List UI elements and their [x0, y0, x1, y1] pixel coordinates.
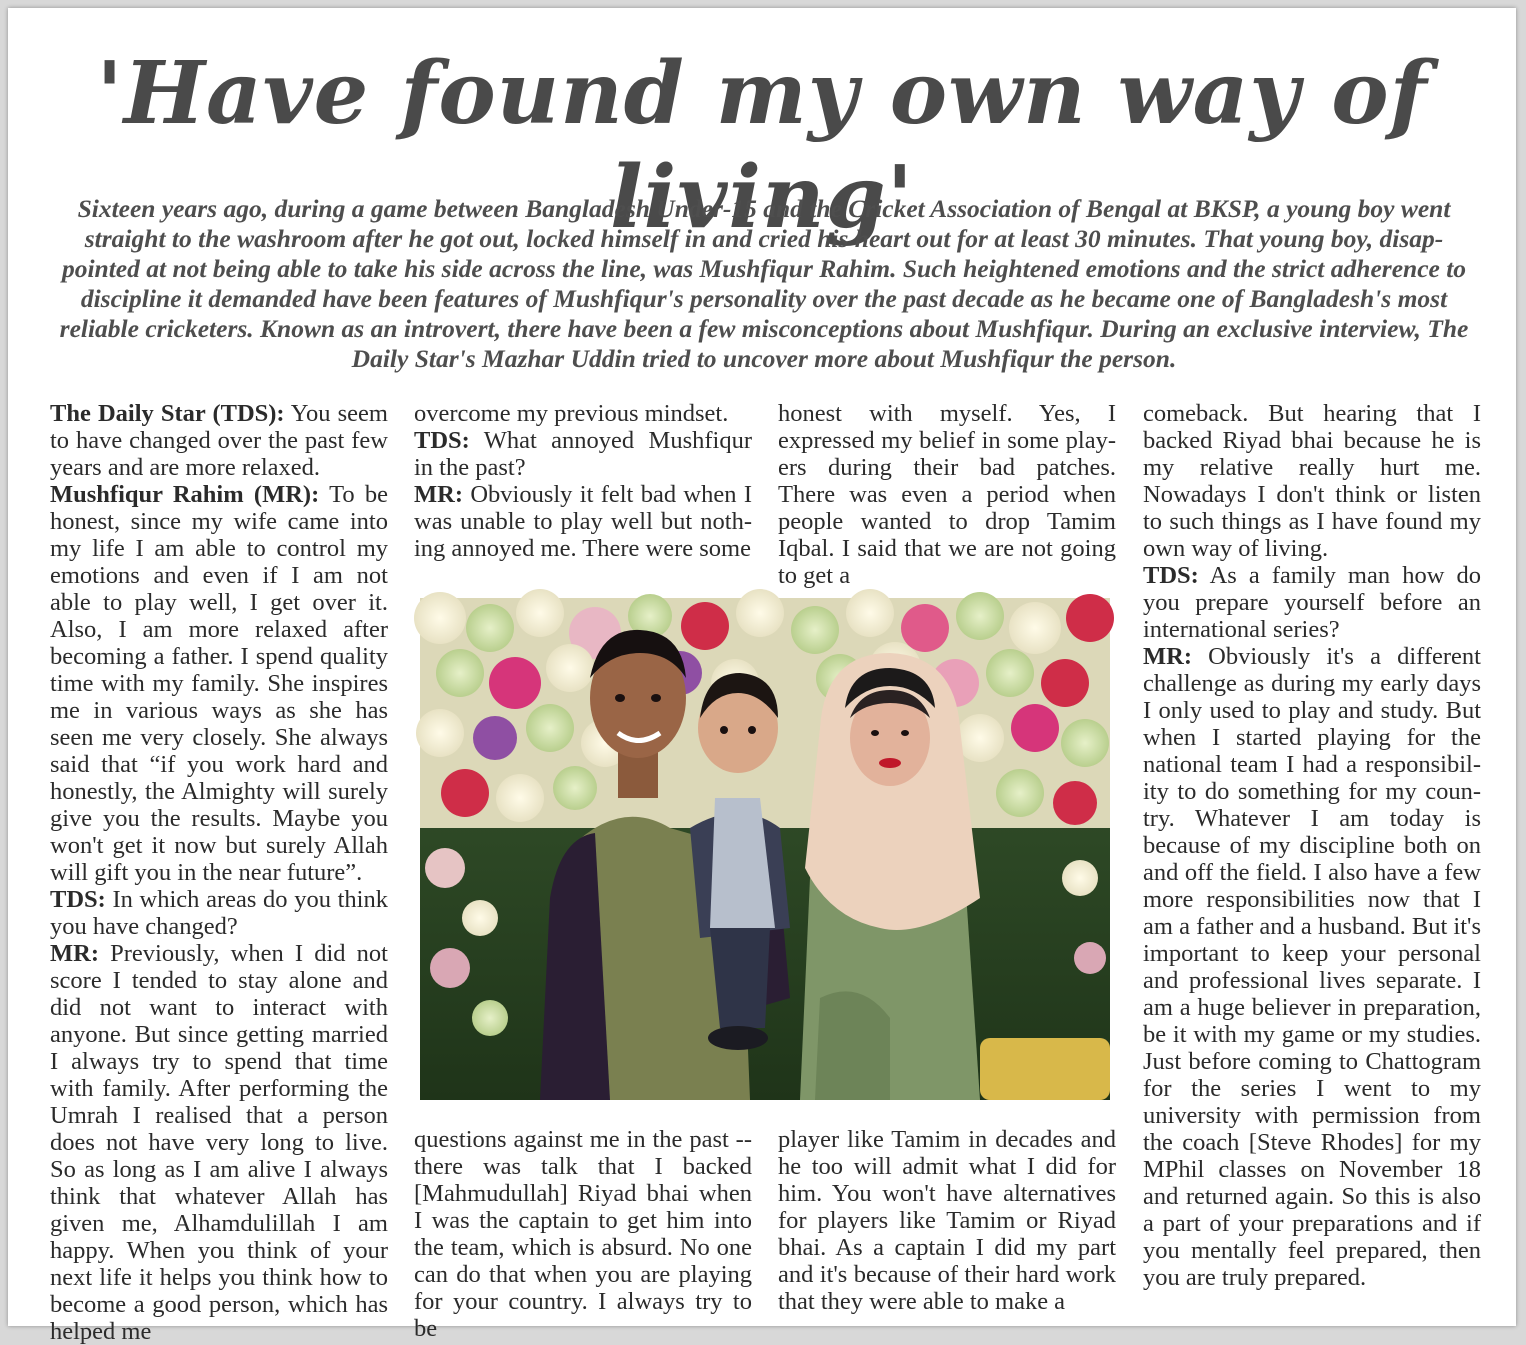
- speaker-label: MR:: [414, 481, 463, 508]
- woman-figure: [800, 653, 980, 1100]
- body-text: comeback. But hearing that I backed Riyad bhai because he is my relative really hurt me. Nowadays I don't think or listen to such things as I have found my own way of living.: [1143, 400, 1481, 562]
- column-2-top: [414, 400, 752, 562]
- family-photo: [420, 598, 1110, 1100]
- speaker-label: TDS:: [1143, 562, 1199, 589]
- question-text: As a family man how do you prepare yourself before an international series?: [1143, 562, 1481, 643]
- column-3-top: [778, 400, 1116, 589]
- body-text: questions against me in the past -- there was talk that I backed [Mahmudullah] Riyad bhai when I was the captain to get him into the team, which is absurd. No one can do that when you are playing for your country. I always try to be: [414, 1126, 752, 1342]
- interview-answer: [50, 481, 388, 886]
- question-text: You seem to have changed over the past few years and are more relaxed.: [50, 400, 388, 481]
- speaker-label: Mushfiqur Rahim (MR):: [50, 481, 320, 508]
- speaker-label: TDS:: [50, 886, 106, 913]
- column-2-bottom: [414, 1126, 752, 1342]
- newspaper-page: [8, 8, 1516, 1345]
- answer-text: Obviously it's a different challenge as during my early days I only used to play and study. But when I started playing for the national team I had a responsibility to do something for my country. Whatever I am today is because of my discipline both on and off the field. I also have a few more responsibilities now that I am a father and a husband. But it's important to keep your personal and professional lives separate. I am a huge believer in preparation, be it with my game or my studies. Just before coming to Chattogram for the series I went to my university with permission from the coach [Steve Rhodes] for my MPhil classes on November 18 and returned again. So this is also a part of your preparations and if you mentally feel prepared, then you are truly prepared.: [1143, 643, 1481, 1291]
- column-1: [50, 400, 388, 1345]
- article-headline: 'Have found my own way of living': [96, 43, 1428, 248]
- speaker-label: TDS:: [414, 427, 470, 454]
- article-intro: Sixteen years ago, during a game between Bangladesh Under-15 and the Cricket Association of Bengal at BKSP, a young boy went straight to the washroom after he got out, locked himself in and cried his heart out for at least 30 minutes. That young boy, disappointed at not being able to take his side across the line, was Mushfiqur Rahim. Such heightened emotions and the strict adherence to discipline it demanded have been features of Mushfiqur's personality over the past decade as he became one of Bangladesh's most reliable cricketers. Known as an introvert, there have been a few misconceptions about Mushfiqur. During an exclusive interview, The Daily Star's Mazhar Uddin tried to uncover more about Mushfiqur the person.: [59, 194, 1469, 373]
- speaker-label: The Daily Star (TDS):: [50, 400, 285, 427]
- body-text: player like Tamim in decades and he too will admit what I did for him. You won't have alternatives for players like Tamim or Riyad bhai. As a captain I did my part and it's because of their hard work that they were able to make a: [778, 1126, 1116, 1315]
- question-text: What annoyed Mushfiqur in the past?: [414, 427, 752, 481]
- interview-question: [414, 427, 752, 481]
- answer-text: Obviously it felt bad when I was unable to play well but nothing annoyed me. There were some: [414, 481, 752, 562]
- interview-question: [50, 400, 388, 481]
- answer-text: To be honest, since my wife came into my life I am able to control my emotions and even if I am not able to play well, I get over it. Also, I am more relaxed after becoming a father. I spend quality time with my family. She inspires me in various ways as she has seen me very closely. She always said that “if you work hard and honestly, the Almighty will surely give you the results. Maybe you won't get it now but surely Allah will gift you in the near future”.: [50, 481, 389, 886]
- body-text: overcome my previous mindset.: [414, 400, 729, 427]
- interview-answer: [414, 481, 752, 562]
- interview-answer: [50, 940, 388, 1345]
- column-4: [1143, 400, 1481, 1291]
- speaker-label: MR:: [1143, 643, 1192, 670]
- interview-question: [50, 886, 388, 940]
- interview-question: [1143, 562, 1481, 643]
- speaker-label: MR:: [50, 940, 99, 967]
- family-photo-illustration: [420, 598, 1110, 1100]
- answer-text: Previously, when I did not score I tended to stay alone and did not want to interact with anyone. But since getting married I always try to spend that time with family. After performing the Umrah I realised that a person does not have very long to live. So as long as I am alive I always think that whatever Allah has given me, Alhamdulillah I am happy. When you think of your next life it helps you think how to become a good person, which has helped me: [50, 940, 388, 1345]
- interview-answer: [1143, 643, 1481, 1291]
- column-3-bottom: [778, 1126, 1116, 1315]
- question-text: In which areas do you think you have changed?: [50, 886, 388, 940]
- body-text: honest with myself. Yes, I expressed my belief in some players during their bad patches. There was even a period when people wanted to drop Tamim Iqbal. I said that we are not going to get a: [778, 400, 1116, 589]
